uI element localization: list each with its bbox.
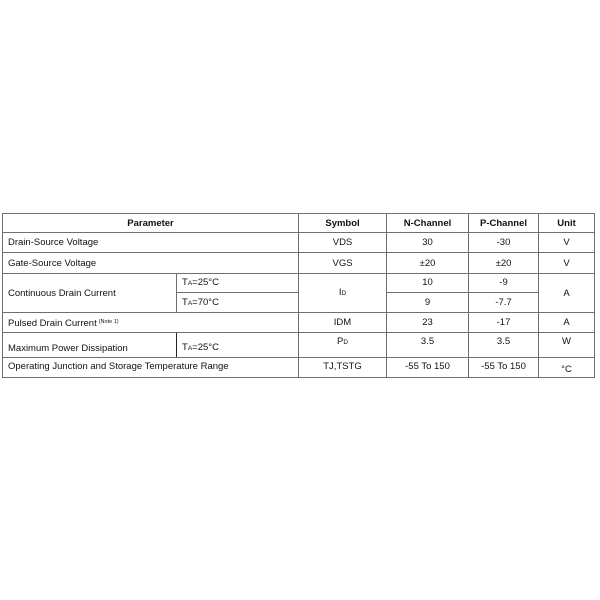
cond-prefix: T	[182, 342, 188, 353]
symbol-id	[299, 274, 387, 313]
p-channel-value: 3.5	[469, 333, 539, 358]
p-channel-value: -55 To 150	[469, 358, 539, 378]
unit-value: V	[539, 253, 595, 274]
symbol-main: P	[336, 336, 344, 347]
unit-value: A	[539, 274, 595, 313]
n-channel-value: 30	[387, 233, 469, 253]
cond-subscript: A	[187, 280, 193, 287]
param-drain-source-voltage: Drain-Source Voltage	[3, 233, 299, 253]
table-row	[3, 253, 595, 274]
symbol-main: I	[338, 287, 342, 298]
table-row	[3, 358, 595, 378]
table-row	[3, 233, 595, 253]
header-unit: Unit	[539, 214, 595, 233]
p-channel-value: ±20	[469, 253, 539, 274]
absolute-max-ratings-table	[2, 213, 595, 378]
table-row	[3, 333, 595, 358]
p-channel-value: -17	[469, 313, 539, 333]
unit-value: V	[539, 233, 595, 253]
param-continuous-drain-current: Continuous Drain Current	[3, 274, 177, 313]
symbol-subscript: D	[341, 290, 347, 297]
symbol-vgs: VGS	[299, 253, 387, 274]
p-channel-value: -30	[469, 233, 539, 253]
cond-prefix: T	[182, 277, 188, 288]
unit-value: W	[539, 333, 595, 358]
n-channel-value: ±20	[387, 253, 469, 274]
p-channel-value: -7.7	[469, 293, 539, 313]
table-header-row	[3, 214, 595, 233]
header-parameter: Parameter	[3, 214, 299, 233]
param-pulsed-drain-current	[3, 313, 299, 333]
condition-ta-25	[177, 333, 299, 358]
n-channel-value: 3.5	[387, 333, 469, 358]
cond-suffix: =70°C	[192, 296, 219, 308]
n-channel-value: 10	[387, 274, 469, 293]
note-reference: (Note 1)	[98, 318, 119, 325]
cond-subscript: A	[187, 299, 193, 307]
unit-value: °C	[539, 358, 595, 378]
unit-value: A	[539, 313, 595, 333]
param-gate-source-voltage: Gate-Source Voltage	[3, 253, 299, 274]
param-operating-temperature-range: Operating Junction and Storage Temperature Range	[3, 358, 299, 378]
cond-prefix: T	[182, 296, 188, 308]
header-n-channel: N-Channel	[387, 214, 469, 233]
table-row	[3, 313, 595, 333]
cond-suffix: =25°C	[192, 342, 219, 353]
symbol-vds: VDS	[299, 233, 387, 253]
param-text: Pulsed Drain Current	[8, 317, 97, 329]
symbol-idm: IDM	[299, 313, 387, 333]
symbol-pd	[299, 333, 387, 358]
cond-subscript: A	[187, 345, 193, 352]
header-symbol: Symbol	[299, 214, 387, 233]
symbol-tj-tstg: TJ,TSTG	[299, 358, 387, 378]
condition-ta-70	[177, 293, 299, 313]
table-row	[3, 274, 595, 293]
param-max-power-dissipation: Maximum Power Dissipation	[3, 333, 177, 358]
symbol-subscript: D	[343, 339, 349, 346]
n-channel-value: 23	[387, 313, 469, 333]
condition-ta-25	[177, 274, 299, 293]
cond-suffix: =25°C	[192, 277, 219, 288]
n-channel-value: -55 To 150	[387, 358, 469, 378]
header-p-channel: P-Channel	[469, 214, 539, 233]
n-channel-value: 9	[387, 293, 469, 313]
p-channel-value: -9	[469, 274, 539, 293]
